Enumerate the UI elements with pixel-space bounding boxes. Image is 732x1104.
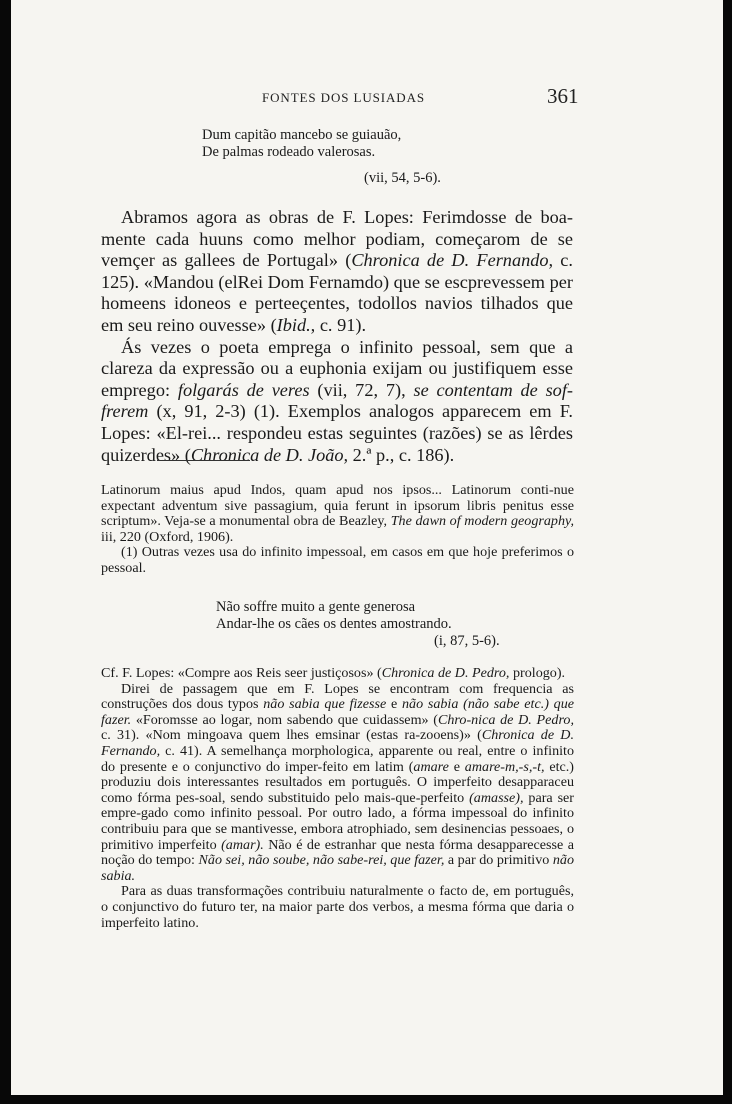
italic-title: Chronica de D. Fernando,: [351, 250, 554, 271]
page-number: 361: [547, 84, 579, 108]
text-span: para ser empre-gado como infinito pessoal. Por outro lado, a fórma impessoal do infinito contribuiu para que se mantivesse, embora atrophiado, sem desinencias pessoaes, o primitivo imperfeito: [101, 789, 574, 853]
italic-example: não sabia que fizesse: [263, 696, 387, 713]
footnote: [101, 483, 574, 545]
italic-title: Chronica de D. Pedro,: [381, 665, 510, 681]
text-span: Não é de estranhar que nesta fórma desapparecesse a noção do tempo:: [101, 836, 574, 869]
text-span: c. 125). «Mandou (elRei Dom Fernamdo) que se escprevessem per homeens idoneos e perteeçentes, todollos navios tilhados que em seu reino ouvesse» (: [101, 250, 573, 335]
text-span: c. 91).: [315, 314, 367, 335]
verse-reference: (i, 87, 5-6).: [434, 633, 500, 649]
footnote-rule: [157, 460, 250, 461]
text-span: prologo).: [509, 665, 566, 681]
scan-border-bottom: [0, 1095, 732, 1104]
italic-title: Chronica de D. João,: [190, 444, 349, 465]
text-span: a par do primitivo: [444, 852, 553, 869]
italic-title: Chro-nica de D. Pedro,: [437, 711, 574, 728]
footnote: [101, 682, 574, 885]
verse-line: Andar-lhe os cães os dentes amostrando.: [216, 616, 452, 632]
text-span: (x, 91, 2-3) (1). Exemplos analogos apparecem em F. Lopes: «El-rei... respondeu estas seguintes (razões) se as lêrdes quizerdes» (: [101, 401, 573, 465]
italic-title: Chronica de D. Fernando,: [101, 727, 574, 759]
italic-quote: se contentam de sof-frerem: [101, 379, 573, 422]
footnote: Para as duas transformações contribuiu naturalmente o facto de, em português, o conjunctivo do futuro ter, na maior parte dos verbos, a mesma fórma que daria o imperfeito latino.: [101, 883, 574, 931]
italic-title: The dawn of modern geography,: [390, 513, 574, 530]
italic-example: amare: [413, 758, 449, 775]
text-span: Cf. F. Lopes: «Compre aos Reis seer justiçosos» (: [101, 665, 382, 681]
paragraph: [101, 337, 573, 467]
text-span: etc.) produziu dois interessantes resultados em português. O imperfeito desapparaceu como fórma pes-soal, sendo substituido pelo mais-que-perfeito: [101, 758, 574, 806]
text-span: Abramos agora as obras de F. Lopes: Ferimdosse de boa-mente cada huuns como melhor podiam, começarom de se vemçer as gallees de Portugal» (: [101, 207, 573, 271]
verse-line: Dum capitão mancebo se guiauão,: [202, 127, 402, 143]
verse-line: Não soffre muito a gente generosa: [216, 599, 416, 615]
text-span: Latinorum maius apud Indos, quam apud nos ipsos... Latinorum conti-nue expectant adventum sive passagium, quia ferunt in ipsorum libris penitus esse scriptum». Veja-se a monumental obra de Beazley,: [101, 482, 574, 530]
footnotes-top: [101, 483, 574, 577]
verse-quote-top: [202, 127, 401, 161]
italic-example: amare-m,-s,-t,: [464, 758, 545, 775]
scan-border-right: [723, 0, 732, 1104]
main-text: [101, 207, 573, 466]
scan-border-left: [0, 0, 11, 1104]
text-span: Direi de passagem que em F. Lopes se encontram com frequencia as construções dos dous typos: [101, 680, 574, 713]
italic-example: (amasse),: [469, 789, 524, 806]
text-span: c. 31). «Nom mingoava quem lhes emsinar (estas ra-zooens)» (: [101, 727, 482, 744]
text-span: e: [448, 758, 465, 775]
text-span: «Foromsse ao logar, nom sabendo que cuidassem» (: [131, 711, 438, 728]
italic-example: Não sei, não soube, não sabe-rei, que fazer,: [198, 852, 445, 869]
italic-quote: folgarás de veres: [177, 379, 310, 400]
text-span: e: [386, 696, 402, 713]
footnote: (1) Outras vezes usa do infinito impessoal, em casos em que hoje preferimos o pessoal.: [101, 544, 574, 576]
text-span: Ás vezes o poeta emprega o infinito pessoal, sem que a clareza da expressão ou a euphonia exijam ou justifiquem esse emprego:: [101, 336, 573, 400]
verse-line: De palmas rodeado valerosas.: [202, 144, 376, 160]
italic-example: não sabia.: [101, 852, 574, 884]
footnotes-bottom: [101, 666, 574, 931]
text-span: iii, 220 (Oxford, 1906).: [101, 528, 234, 545]
text-span: 2.ª p., c. 186).: [348, 444, 455, 465]
running-title: FONTES DOS LUSIADAS: [262, 90, 426, 105]
text-span: (vii, 72, 7),: [309, 379, 414, 400]
verse-quote-note: [216, 599, 452, 633]
italic-title: Ibid.,: [276, 314, 316, 335]
footnote: [101, 666, 574, 682]
paragraph: [101, 207, 573, 337]
italic-example: não sabia (não sabe etc.) que fazer.: [101, 696, 574, 728]
italic-example: (amar).: [221, 836, 264, 853]
verse-reference: (vii, 54, 5-6).: [364, 170, 441, 186]
text-span: c. 41). A semelhança morphologica, apparente ou real, entre o infinito do presente e o conjunctivo do imper-feito em latim (: [101, 742, 574, 775]
